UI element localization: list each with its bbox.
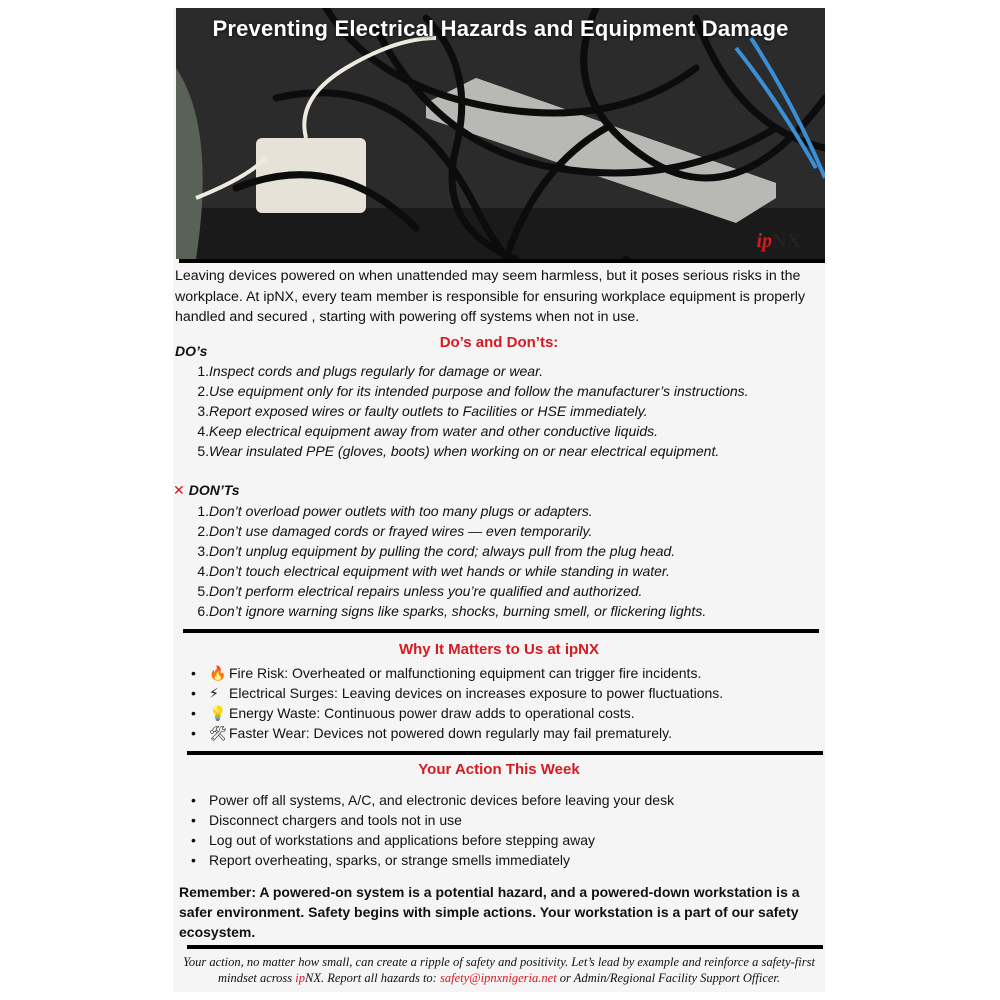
list-item: 4. Don’t touch electrical equipment with wet hands or while standing in water. xyxy=(197,563,670,579)
page-title: Preventing Electrical Hazards and Equipment Damage xyxy=(212,16,789,41)
list-item: • 🔥 Fire Risk: Overheated or malfunctioning equipment can trigger fire incidents. xyxy=(191,665,702,681)
footer-note: Your action, no matter how small, can create a ripple of safety and positivity. Let’s lead by example and reinforce a safety-first mindset across ipNX. Report all hazards to: safety@ipnxnigeria.net or Admin/Regional Facility Support Officer. xyxy=(183,955,815,985)
list-item: 4. Keep electrical equipment away from water and other conductive liquids. xyxy=(197,423,659,439)
why-list xyxy=(191,663,811,743)
action-heading: Your Action This Week xyxy=(418,761,580,778)
dos-donts-heading: Do’s and Don’ts: xyxy=(439,334,559,351)
list-item: 5. Wear insulated PPE (gloves, boots) when working on or near electrical equipment. xyxy=(197,443,720,459)
cross-icon: ✕ xyxy=(173,482,185,498)
lightbulb-icon: 💡 xyxy=(209,705,227,721)
donts-title: ✕ DON’Ts xyxy=(173,482,240,498)
list-item: • Report overheating, sparks, or strange smells immediately xyxy=(191,852,571,868)
fire-icon: 🔥 xyxy=(209,665,227,681)
dos-title: DO’s xyxy=(175,343,208,359)
hero-image xyxy=(176,8,825,259)
divider xyxy=(187,751,823,755)
action-list xyxy=(191,790,811,870)
list-item: 2. Don’t use damaged cords or frayed wires — even temporarily. xyxy=(197,523,593,539)
donts-list xyxy=(187,501,817,621)
cables-illustration xyxy=(176,8,825,259)
divider xyxy=(179,259,825,263)
divider xyxy=(183,629,819,633)
list-item: • Disconnect chargers and tools not in use xyxy=(191,812,462,828)
list-item: 1. Inspect cords and plugs regularly for damage or wear. xyxy=(197,363,544,379)
list-item: 6. Don’t ignore warning signs like sparks, shocks, burning smell, or flickering lights. xyxy=(197,603,707,619)
intro-paragraph: Leaving devices powered on when unattended may seem harmless, but it poses serious risks in the workplace. At ipNX, every team member is responsible for ensuring workplace equipment is properly handled and secured , starting with powering off systems when not in use. xyxy=(175,268,806,325)
list-item: • ⚡ Electrical Surges: Leaving devices on increases exposure to power fluctuations. xyxy=(191,685,724,701)
list-item: 1. Don’t overload power outlets with too many plugs or adapters. xyxy=(197,503,593,519)
list-item: • 💡 Energy Waste: Continuous power draw adds to operational costs. xyxy=(191,705,635,721)
divider xyxy=(187,945,823,949)
list-item: • Power off all systems, A/C, and electronic devices before leaving your desk xyxy=(191,792,675,808)
lightning-icon: ⚡ xyxy=(209,685,219,701)
list-item: • 🛠 Faster Wear: Devices not powered down regularly may fail prematurely. xyxy=(191,725,672,741)
tools-icon: 🛠 xyxy=(209,725,227,741)
list-item: • Log out of workstations and applications before stepping away xyxy=(191,832,596,848)
safety-flyer xyxy=(173,8,825,992)
dos-list xyxy=(187,361,817,461)
why-heading: Why It Matters to Us at ipNX xyxy=(398,641,600,658)
list-item: 2. Use equipment only for its intended purpose and follow the manufacturer’s instructions. xyxy=(197,383,749,399)
hazard-email-link[interactable]: safety@ipnxnigeria.net xyxy=(439,971,557,985)
ipnx-logo: ipNX xyxy=(756,230,801,252)
list-item: 3. Don’t unplug equipment by pulling the cord; always pull from the plug head. xyxy=(197,543,676,559)
list-item: 5. Don’t perform electrical repairs unless you’re qualified and authorized. xyxy=(197,583,643,599)
remember-note: Remember: A powered-on system is a potential hazard, and a powered-down workstation is a safer environment. Safety begins with simple actions. Your workstation is a part of our safety ecosystem. xyxy=(179,884,800,940)
list-item: 3. Report exposed wires or faulty outlets to Facilities or HSE immediately. xyxy=(197,403,648,419)
